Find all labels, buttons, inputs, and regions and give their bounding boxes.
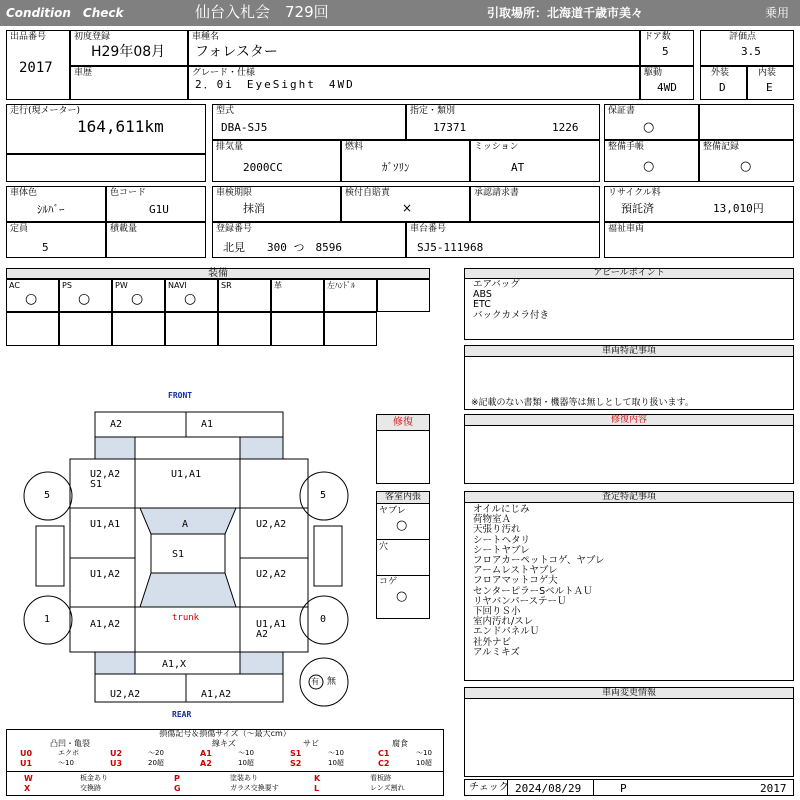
recycle-label: リサイクル料 xyxy=(608,188,661,198)
chassis: SJ5-111968 xyxy=(417,241,484,254)
regno-cell xyxy=(212,222,406,258)
legend-code: A2 xyxy=(200,759,212,768)
glass-fr xyxy=(240,437,283,459)
drive: 4WD xyxy=(657,81,677,94)
legend-h2: 線キズ xyxy=(212,739,236,748)
equipment-blank xyxy=(59,312,112,346)
claim-label: 承認請求書 xyxy=(474,188,520,198)
equipment-mark: ○ xyxy=(184,291,197,307)
cabin-box xyxy=(376,491,430,619)
legend-code: S1 xyxy=(290,749,302,758)
legend-code: U1 xyxy=(20,759,33,768)
special-title: 車両特記事項 xyxy=(465,346,793,357)
warranty-label: 保証書 xyxy=(608,106,636,116)
special-note: ※記載のない書類・機器等は無しとして取り扱います。 xyxy=(471,398,694,408)
score-label: 評価点 xyxy=(729,32,757,42)
ext-cell xyxy=(700,66,747,100)
lot-cell xyxy=(6,30,70,100)
front-label: FRONT xyxy=(168,391,193,400)
glass-rl xyxy=(95,652,135,674)
fuel-label: 燃料 xyxy=(345,142,364,152)
manual-mark: ○ xyxy=(643,159,655,174)
ext-label: 外装 xyxy=(711,68,730,78)
door: 5 xyxy=(662,45,669,58)
legend-desc: 〜10 xyxy=(58,759,74,767)
color-cell xyxy=(6,186,106,222)
repair-box xyxy=(376,414,430,484)
tire-lr-value: 1 xyxy=(44,614,51,625)
load-cell xyxy=(106,222,206,258)
record-mark: ○ xyxy=(740,159,752,174)
dmg-hood: U1,A1 xyxy=(171,469,202,480)
legend-desc: 看板跡 xyxy=(370,774,391,782)
regno-label: 登録番号 xyxy=(216,224,253,234)
lot-number: 2017 xyxy=(19,60,53,76)
legend-desc: 10超 xyxy=(328,759,344,767)
mission: AT xyxy=(511,161,525,174)
pickup-location: 引取場所：北海道千歳市美々 xyxy=(487,6,644,20)
cabin-title: 客室内張 xyxy=(377,492,429,504)
insurance-cell xyxy=(341,186,470,222)
header-right: 乗用 xyxy=(765,6,790,20)
appeal-panel xyxy=(464,268,794,340)
legend-desc: 〜20 xyxy=(148,749,164,757)
fuel: ｶﾞｿﾘﾝ xyxy=(382,161,410,174)
score-cell xyxy=(700,30,794,66)
legend-desc: 20超 xyxy=(148,759,164,767)
rear-window xyxy=(140,573,236,607)
list-item: シートヤブレ xyxy=(473,544,530,556)
int-label: 内装 xyxy=(758,68,777,78)
warranty-empty-cell xyxy=(699,104,794,140)
equipment-extra xyxy=(377,279,430,312)
equipment-item-6 xyxy=(324,279,377,312)
model-name: フォレスター xyxy=(195,44,278,60)
body-color: ｼﾙﾊﾞｰ xyxy=(37,203,65,216)
insurance-mark: × xyxy=(402,201,413,215)
legend-code: X xyxy=(24,784,31,793)
warranty-cell xyxy=(604,104,699,140)
change-title: 車両変更情報 xyxy=(465,688,793,699)
tire-rf-value: 5 xyxy=(320,490,327,501)
equipment-label: 左ﾊﾝﾄﾞﾙ xyxy=(327,281,355,290)
spare-no: 無 xyxy=(327,677,337,687)
legend-code: P xyxy=(174,774,180,783)
history-label: 車歴 xyxy=(74,68,93,78)
equipment-label: 革 xyxy=(274,281,282,290)
capacity-label: 定員 xyxy=(10,224,29,234)
colorcode-cell xyxy=(106,186,206,222)
equipment-blank xyxy=(6,312,59,346)
legend-desc: 〜10 xyxy=(238,749,254,757)
cabin-koge-label: コゲ xyxy=(379,577,398,587)
appeal-list xyxy=(473,280,549,321)
chassis-cell xyxy=(406,222,600,258)
equipment-item-5 xyxy=(271,279,324,312)
dmg-u2a2-s1: U2,A2 xyxy=(90,469,121,480)
equipment-blank xyxy=(218,312,271,346)
list-item: 荷物室Ａ xyxy=(473,514,512,526)
manual-label: 整備手帳 xyxy=(608,142,645,152)
list-item: エンドパネルＵ xyxy=(473,626,540,638)
first-reg-cell xyxy=(70,30,188,66)
equipment-label: SR xyxy=(221,281,232,290)
repair-label: 修復 xyxy=(377,415,429,431)
legend-desc: レンズ割れ xyxy=(370,784,405,792)
lot-label: 出品番号 xyxy=(10,32,47,42)
list-item: バックカメラ付き xyxy=(473,309,550,321)
welfare-label: 福祉車両 xyxy=(608,224,645,234)
equipment-label: NAVI xyxy=(168,281,187,290)
equipment-label: PS xyxy=(62,281,72,290)
equipment-blank xyxy=(112,312,165,346)
mission-label: ミッション xyxy=(474,142,519,152)
grade-label: グレード・仕様 xyxy=(192,68,256,78)
record-cell xyxy=(699,140,794,182)
dmg-lf-door: U1,A1 xyxy=(90,519,121,530)
check-date: 2024/08/29 xyxy=(515,782,582,795)
capacity-cell xyxy=(6,222,106,258)
list-item: 下回りＳ小 xyxy=(473,606,521,618)
special-panel xyxy=(464,345,794,410)
equipment-mark: ○ xyxy=(78,291,91,307)
legend-code: U0 xyxy=(20,749,33,758)
ext-grade: D xyxy=(719,81,726,94)
grade-cell xyxy=(188,66,640,100)
spec-cell xyxy=(406,104,600,140)
score: 3.5 xyxy=(741,45,761,58)
dmg-s1-left: S1 xyxy=(90,479,103,490)
check-code: P xyxy=(620,782,627,795)
legend-desc: ガラス交換要す xyxy=(230,784,279,792)
manual-cell xyxy=(604,140,699,182)
type-cell xyxy=(212,104,406,140)
color-code: G1U xyxy=(149,203,169,216)
list-item: ETC xyxy=(473,299,491,311)
glass-rr xyxy=(240,652,283,674)
header-bar xyxy=(0,0,800,26)
trunk-label: trunk xyxy=(172,613,200,623)
dmg-a2-top: A2 xyxy=(110,419,123,430)
legend-code: U3 xyxy=(110,759,123,768)
dmg-lr-door: U1,A2 xyxy=(90,569,121,580)
equipment-mark: ○ xyxy=(131,291,144,307)
cabin-yabure-label: ヤブレ xyxy=(379,506,406,516)
type: DBA-SJ5 xyxy=(221,121,268,134)
dmg-rr-door: U2,A2 xyxy=(256,569,287,580)
legend-code: K xyxy=(314,774,321,783)
rear-label: REAR xyxy=(172,710,192,719)
int-cell xyxy=(747,66,794,100)
legend-desc: 交換跡 xyxy=(80,784,101,792)
list-item: フロアカーペットコゲ、ヤブレ xyxy=(473,555,605,567)
check-num: 2017 xyxy=(760,782,787,795)
legend-h1: 凸凹・亀裂 xyxy=(50,739,90,748)
check-label: チェック xyxy=(469,782,509,793)
list-item: アルミキズ xyxy=(473,646,520,658)
legend-desc: 板金あり xyxy=(80,774,108,782)
type-label: 型式 xyxy=(216,106,235,116)
list-item: 天張り汚れ xyxy=(473,524,521,536)
list-item: フロアマットコゲ大 xyxy=(473,575,558,587)
list-item: 社外ナビ xyxy=(473,636,512,648)
equipment-item-2 xyxy=(112,279,165,312)
colorcode-label: 色コード xyxy=(110,188,147,198)
legend-code: C1 xyxy=(378,749,390,758)
list-item: オイルにじみ xyxy=(473,504,530,515)
load-label: 積載量 xyxy=(110,224,138,234)
equipment-item-4 xyxy=(218,279,271,312)
regno: 北見 300 つ 8596 xyxy=(223,241,342,254)
spare-yes: 有 xyxy=(311,677,319,686)
recycle-fee: 13,010円 xyxy=(713,202,764,215)
legend-desc: 〜10 xyxy=(328,749,344,757)
dmg-rf-door: U2,A2 xyxy=(256,519,287,530)
repair-detail-panel xyxy=(464,414,794,484)
first-reg-label: 初度登録 xyxy=(74,32,111,42)
legend-code: W xyxy=(24,774,33,783)
legend-desc: 10超 xyxy=(416,759,432,767)
header-left: Condition Check xyxy=(6,6,124,20)
model-name-cell xyxy=(188,30,640,66)
grade: 2．0i EyeSight 4WD xyxy=(195,78,355,91)
claim-cell xyxy=(470,186,600,222)
cabin-yabure-mark: ○ xyxy=(396,518,408,533)
equipment-title: 装備 xyxy=(6,268,430,279)
equipment-item-0 xyxy=(6,279,59,312)
spec-1: 17371 xyxy=(433,121,467,134)
dmg-roof: S1 xyxy=(172,549,185,560)
list-item: アームレストヤブレ xyxy=(473,565,558,577)
legend-desc: 〜10 xyxy=(416,749,432,757)
tire-lf-value: 5 xyxy=(44,490,51,501)
dmg-lq: A1,A2 xyxy=(90,619,121,630)
legend-code: C2 xyxy=(378,759,390,768)
dmg-rear-right: A1,A2 xyxy=(201,689,232,700)
list-item: リヤバンパーステーＵ xyxy=(473,595,567,607)
equipment-item-3 xyxy=(165,279,218,312)
dmg-rear-bumper: A1,X xyxy=(162,659,187,670)
model-name-label: 車種名 xyxy=(192,32,220,42)
spec-label: 指定・類別 xyxy=(410,106,456,116)
equipment-label: PW xyxy=(115,281,128,290)
capacity: 5 xyxy=(42,241,49,254)
chassis-label: 車台番号 xyxy=(410,224,447,234)
drive-cell xyxy=(640,66,694,100)
list-item: 室内汚れ/スレ xyxy=(473,616,534,628)
mileage: 164,611km xyxy=(77,117,164,136)
color-label: 車体色 xyxy=(10,188,38,198)
equipment-blank xyxy=(271,312,324,346)
door-label: ドア数 xyxy=(644,32,671,42)
legend-desc: 塗装あり xyxy=(230,774,258,782)
legend-desc: エクボ xyxy=(58,749,79,757)
legend-code: U2 xyxy=(110,749,123,758)
warranty-mark: ○ xyxy=(643,120,655,135)
list-item: ABS xyxy=(473,289,492,301)
mileage-label: 走行(現メーター) xyxy=(10,106,81,116)
recycle-status: 預託済 xyxy=(621,202,654,215)
mileage-cell xyxy=(6,104,206,154)
legend-code: S2 xyxy=(290,759,302,768)
dmg-rq-2: A2 xyxy=(256,629,269,640)
displacement-label: 排気量 xyxy=(216,142,244,152)
legend-title: 損傷記号＆損傷サイズ（〜最大cm） xyxy=(159,729,291,738)
tire-rr-value: 0 xyxy=(320,614,327,625)
list-item: シートヘタリ xyxy=(473,534,531,546)
assessment-title: 査定特記事項 xyxy=(465,492,793,503)
appeal-title: アピールポイント xyxy=(465,269,793,279)
legend-h3: サビ xyxy=(303,739,319,748)
legend-code: G xyxy=(174,784,181,793)
assessment-list xyxy=(473,505,604,658)
assessment-panel xyxy=(464,491,794,681)
equipment-label: AC xyxy=(9,281,20,290)
dmg-a1-top: A1 xyxy=(201,419,214,430)
drive-label: 駆動 xyxy=(644,68,663,78)
history-cell xyxy=(70,66,188,100)
door-cell xyxy=(640,30,694,66)
recycle-cell xyxy=(604,186,794,222)
cabin-koge-mark: ○ xyxy=(396,589,408,604)
dmg-windshield: A xyxy=(182,519,189,530)
displacement-cell xyxy=(212,140,341,182)
mileage-sub-cell xyxy=(6,154,206,182)
displacement: 2000CC xyxy=(243,161,283,174)
header-title: 仙台入札会 729回 xyxy=(195,3,329,21)
legend-h4: 腐食 xyxy=(392,739,408,748)
dmg-rear-left: U2,A2 xyxy=(110,689,141,700)
list-item: センターピラーSベルトＡＵ xyxy=(473,585,593,597)
spare-tire xyxy=(300,658,348,706)
int-grade: E xyxy=(766,81,773,94)
inspect-cell xyxy=(212,186,341,222)
first-reg: H29年08月 xyxy=(91,44,166,60)
mission-cell xyxy=(470,140,600,182)
check-row xyxy=(464,779,794,796)
repair-detail-title: 修復内容 xyxy=(465,415,793,426)
legend-code: A1 xyxy=(200,749,212,758)
insurance-label: 検付自賠責 xyxy=(345,188,391,198)
equipment-mark: ○ xyxy=(25,291,38,307)
equipment-blank xyxy=(165,312,218,346)
record-label: 整備記録 xyxy=(703,142,740,152)
equipment-item-1 xyxy=(59,279,112,312)
legend-code: L xyxy=(314,784,320,793)
change-panel xyxy=(464,687,794,777)
dmg-rq-1: U1,A1 xyxy=(256,619,287,630)
equipment-blank xyxy=(324,312,377,346)
glass-fl xyxy=(95,437,135,459)
cabin-ana-label: 穴 xyxy=(379,542,389,552)
welfare-cell xyxy=(604,222,794,258)
inspect-label: 車検期限 xyxy=(216,188,253,198)
list-item: エアバッグ xyxy=(473,279,520,290)
inspect: 抹消 xyxy=(243,202,265,215)
fuel-cell xyxy=(341,140,470,182)
spec-2: 1226 xyxy=(552,121,579,134)
legend-desc: 10超 xyxy=(238,759,254,767)
